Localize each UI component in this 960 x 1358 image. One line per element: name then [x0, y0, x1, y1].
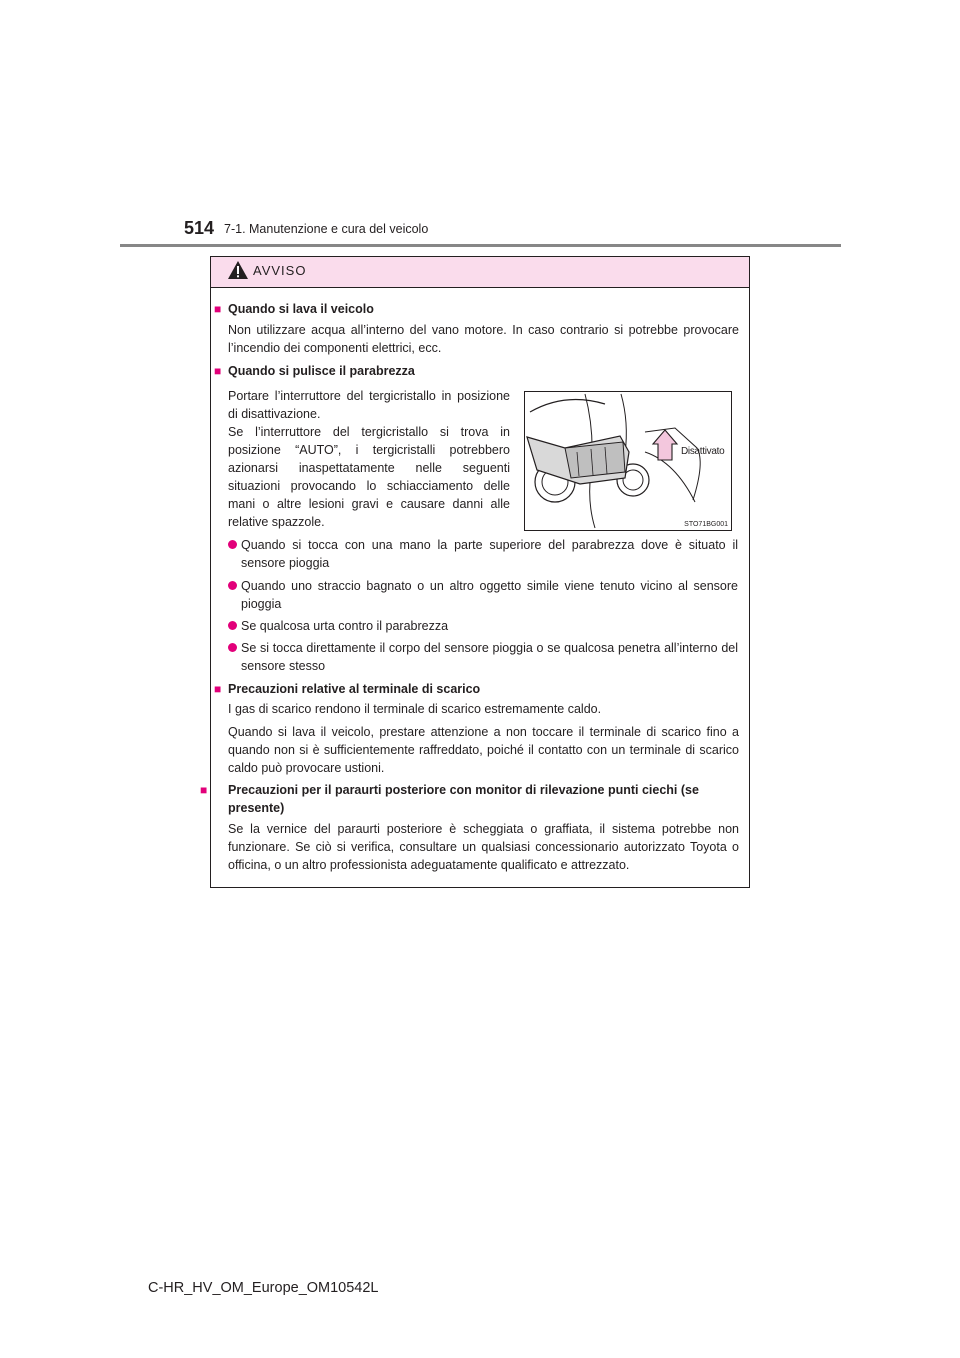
document-code: C-HR_HV_OM_Europe_OM10542L [148, 1280, 379, 1296]
square-bullet-icon: ■ [200, 783, 208, 797]
figure-label-off: Disattivato [681, 446, 725, 457]
round-bullet-icon [228, 643, 237, 652]
warning-triangle-icon [227, 260, 249, 280]
windshield-text: Se l’interruttore del tergicristallo si trova in posizione “AUTO”, i tergicristalli potrebbero azionarsi inaspettatamente nelle seguenti situazioni provocando lo schiacciamento delle mani o altre lesioni gravi e causare danni alle relative spazzole. [228, 425, 510, 529]
wiper-switch-illustration [525, 392, 731, 530]
section-title: 7-1. Manutenzione e cura del veicolo [224, 222, 429, 236]
bumper-text: Se la vernice del paraurti posteriore è scheggiata o graffiata, il sistema potrebbe non funzionare. Se ciò si verifica, consultare un qualsiasi concessionario autorizzato Toyota o officina, o un altro professionista adeguatamente qualificato e attrezzato. [228, 822, 739, 872]
round-bullet-icon [228, 540, 237, 549]
square-bullet-icon: ■ [214, 682, 222, 696]
list-item: Quando uno straccio bagnato o un altro oggetto simile viene tenuto vicino al sensore pioggia [228, 577, 738, 613]
figure-code: STO71BG001 [684, 521, 728, 528]
round-bullet-icon [228, 581, 237, 590]
square-bullet-icon: ■ [214, 302, 222, 316]
section-heading-exhaust: ■ Precauzioni relative al terminale di scarico [214, 682, 481, 696]
section-heading-bumper: ■ Precauzioni per il paraurti posteriore con monitor di rilevazione punti ciechi (se presente) [200, 783, 699, 815]
warning-title: AVVISO [253, 263, 307, 278]
section-heading-windshield: ■ Quando si pulisce il parabrezza [214, 364, 415, 378]
section-text-washing: Non utilizzare acqua all’interno del vano motore. In caso contrario si potrebbe provocare l’incendio dei componenti elettrici, ecc. [228, 323, 739, 355]
list-item: Quando si tocca con una mano la parte superiore del parabrezza dove è situato il sensore pioggia [228, 536, 738, 572]
warning-header [211, 257, 749, 288]
page-number: 514 [184, 218, 215, 238]
section-heading-washing: ■ Quando si lava il veicolo [214, 302, 374, 316]
windshield-intro: Portare l’interruttore del tergicristallo in posizione di disattivazione. [228, 389, 510, 421]
list-item: Se si tocca direttamente il corpo del sensore pioggia o se qualcosa penetra all’interno del sensore stesso [228, 639, 738, 675]
exhaust-text: I gas di scarico rendono il terminale di scarico estremamente caldo. [228, 702, 602, 716]
header-rule [120, 244, 841, 247]
wiper-switch-figure [524, 391, 732, 531]
round-bullet-icon [228, 621, 237, 630]
exhaust-text-2: Quando si lava il veicolo, prestare attenzione a non toccare il terminale di scarico fino a quando non si è sufficientemente raffreddato, poiché il contatto con un terminale di scarico caldo può provocare ustioni. [228, 725, 739, 775]
square-bullet-icon: ■ [214, 364, 222, 378]
list-item: Se qualcosa urta contro il parabrezza [228, 617, 738, 635]
